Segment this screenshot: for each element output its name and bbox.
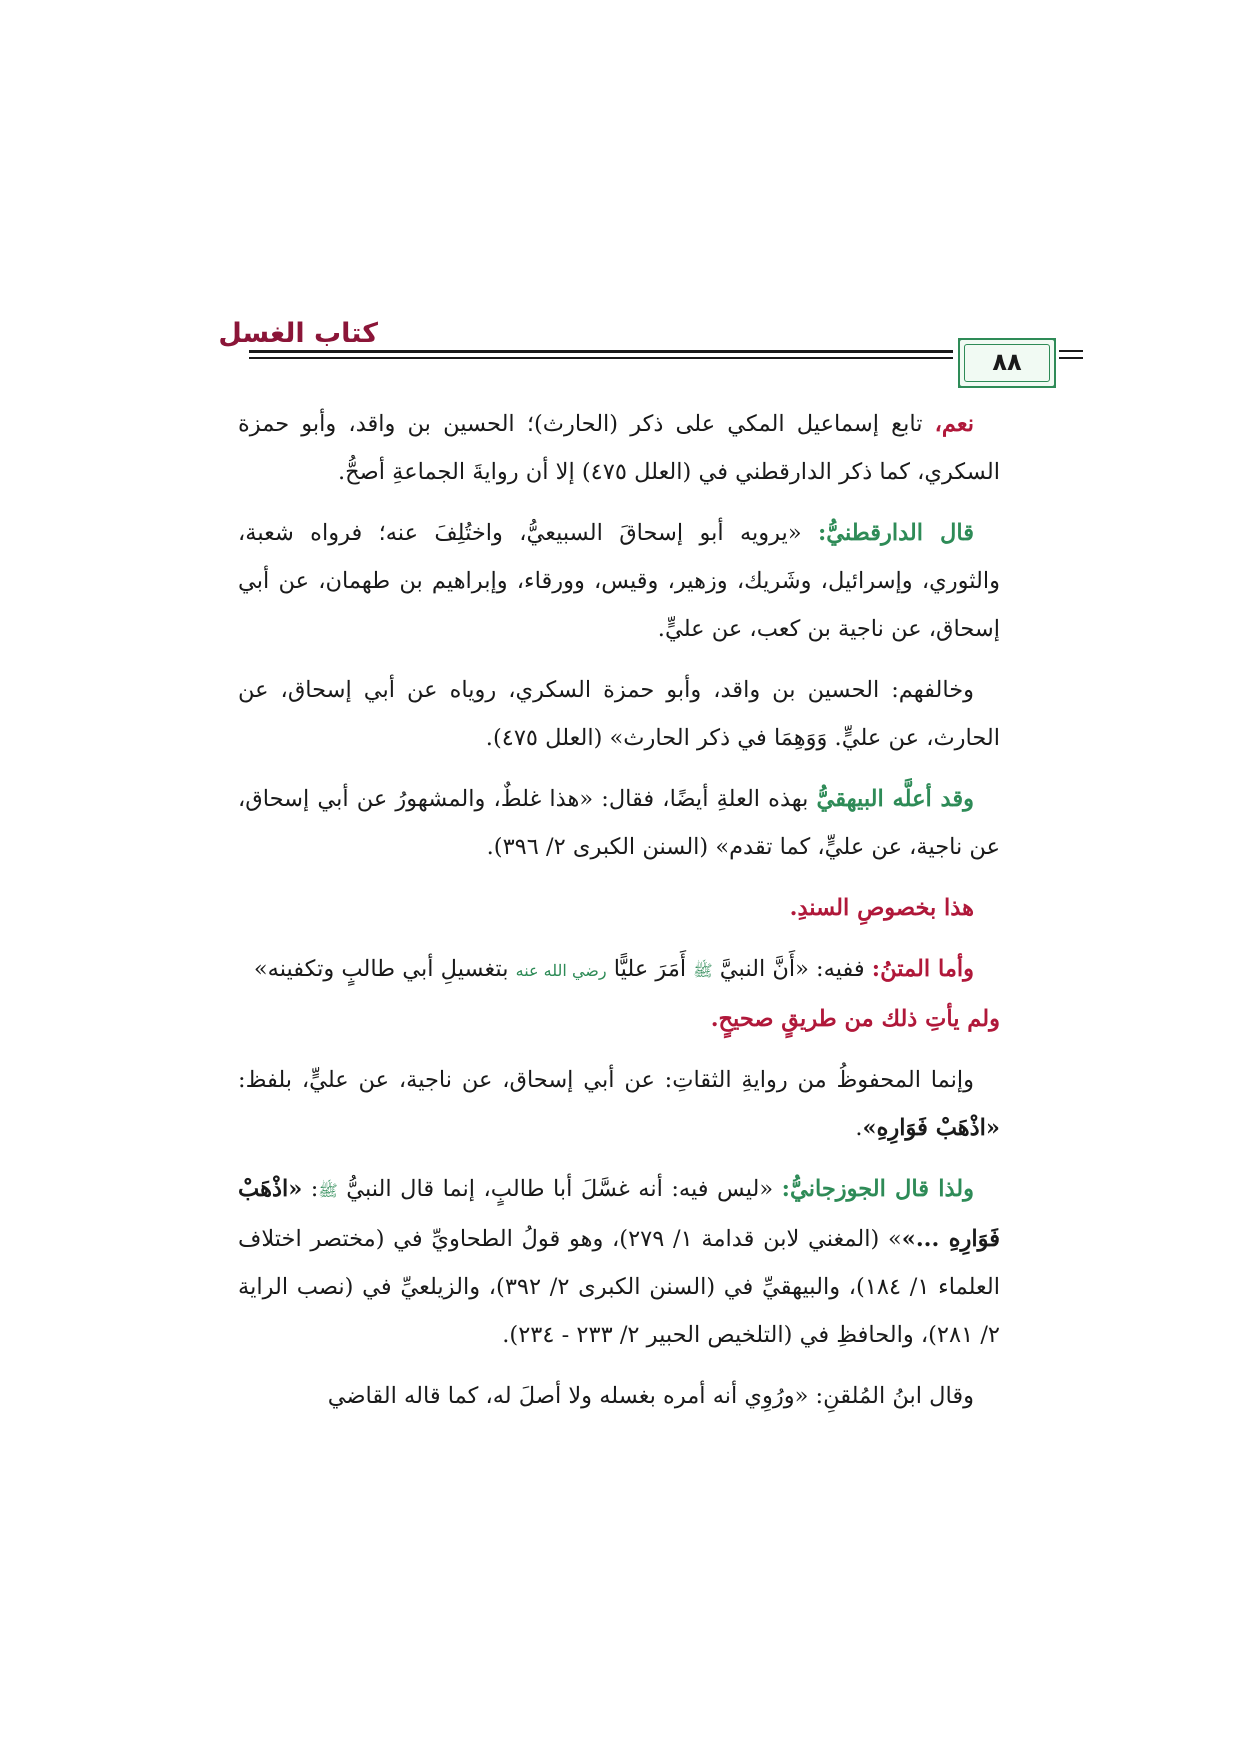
paragraph-text: بهذه العلةِ أيضًا، فقال: «هذا غلطٌ، والمشهورُ عن أبي إسحاق، عن ناجية، عن عليٍّ، كما تقدم» (السنن الكبرى ٢/ ٣٩٦). [238, 786, 1000, 860]
paragraph-text: تابع إسماعيل المكي على ذكر (الحارث)؛ الحسين بن واقد، وأبو حمزة السكري، كما ذكر الدارقطني في (العلل ٤٧٥) إلا أن روايةَ الجماعةِ أصحُّ. [238, 411, 1000, 485]
paragraph [238, 1372, 1000, 1420]
header-rule [1059, 350, 1083, 352]
paragraph-conclusion: ولم يأتِ ذلك من طريقٍ صحيحٍ. [710, 1006, 1000, 1032]
page-number-badge [958, 338, 1056, 388]
salutation-mark: ﷺ [318, 1181, 338, 1200]
salutation-mark: ﷺ [693, 961, 713, 980]
paragraph-text: . [855, 1115, 863, 1141]
paragraph [238, 666, 1000, 762]
section-note [238, 884, 1000, 932]
badge-ornament [1044, 376, 1056, 388]
paragraph-lead: وقد أعلَّه البيهقيُّ [816, 786, 974, 812]
badge-ornament [958, 376, 970, 388]
header-rule [249, 357, 953, 359]
paragraph-text: بتغسيلِ أبي طالبٍ وتكفينه» [253, 956, 516, 982]
paragraph-text: ففيه: «أَنَّ النبيَّ [712, 956, 872, 982]
paragraph [238, 400, 1000, 496]
paragraph-text: «يرويه أبو إسحاقَ السبيعيُّ، واختُلِفَ عنه؛ فرواه شعبة، والثوري، وإسرائيل، وشَريك، وزهير، وقيس، وورقاء، وإبراهيم بن طهمان، عن أبي إسحاق، عن ناجية بن كعب، عن عليٍّ. [238, 520, 1000, 642]
header-rule [1059, 357, 1083, 359]
paragraph-lead: وأما المتنُ: [871, 956, 974, 982]
paragraph-text: : [302, 1176, 319, 1202]
paragraph-text: وقال ابنُ المُلقنِ: «ورُوِي أنه أمره بغسله ولا أصلَ له، كما قاله القاضي [327, 1383, 974, 1409]
paragraph [238, 775, 1000, 871]
honorific-mark: رضي الله عنه [515, 961, 607, 980]
paragraph-text: هذا بخصوصِ السندِ. [789, 895, 974, 921]
paragraph-lead: قال الدارقطنيُّ: [817, 520, 975, 546]
header-rule [249, 350, 953, 353]
paragraph [238, 945, 1000, 1043]
paragraph [238, 1056, 1000, 1152]
paragraph-text: أَمَرَ عليًّا [606, 956, 694, 982]
paragraph-text: وإنما المحفوظُ من روايةِ الثقاتِ: عن أبي إسحاق، عن ناجية، عن عليٍّ، بلفظ: [238, 1067, 974, 1093]
paragraph [238, 1165, 1000, 1359]
paragraph-text: «ليس فيه: أنه غسَّلَ أبا طالبٍ، إنما قال النبيُّ [337, 1176, 782, 1202]
hadith-quote: «اذْهَبْ فَوَارِهِ ...» [238, 1176, 1000, 1252]
page-number: ٨٨ [992, 348, 1022, 376]
paragraph-text: » (المغني لابن قدامة ١/ ٢٧٩)، وهو قولُ الطحاويِّ في (مختصر اختلاف العلماء ١/ ١٨٤)، والبيهقيِّ في (السنن الكبرى ٢/ ٣٩٢)، والزيلعيِّ في (نصب الراية ٢/ ٢٨١)، والحافظِ في (التلخيص الحبير ٢/ ٢٣٣ - ٢٣٤). [238, 1226, 1001, 1348]
chapter-title: كتاب الغسل [218, 318, 378, 349]
hadith-quote: «اذْهَبْ فَوَارِهِ» [862, 1115, 1000, 1141]
main-text [238, 400, 1000, 1433]
paragraph-lead: نعم، [934, 411, 974, 437]
paragraph-text: وخالفهم: الحسين بن واقد، وأبو حمزة السكري، روياه عن أبي إسحاق، عن الحارث، عن عليٍّ. وَوَهِمَا في ذكر الحارث» (العلل ٤٧٥). [238, 677, 1000, 751]
paragraph [238, 509, 1000, 653]
paragraph-lead: ولذا قال الجوزجانيُّ: [781, 1176, 974, 1202]
